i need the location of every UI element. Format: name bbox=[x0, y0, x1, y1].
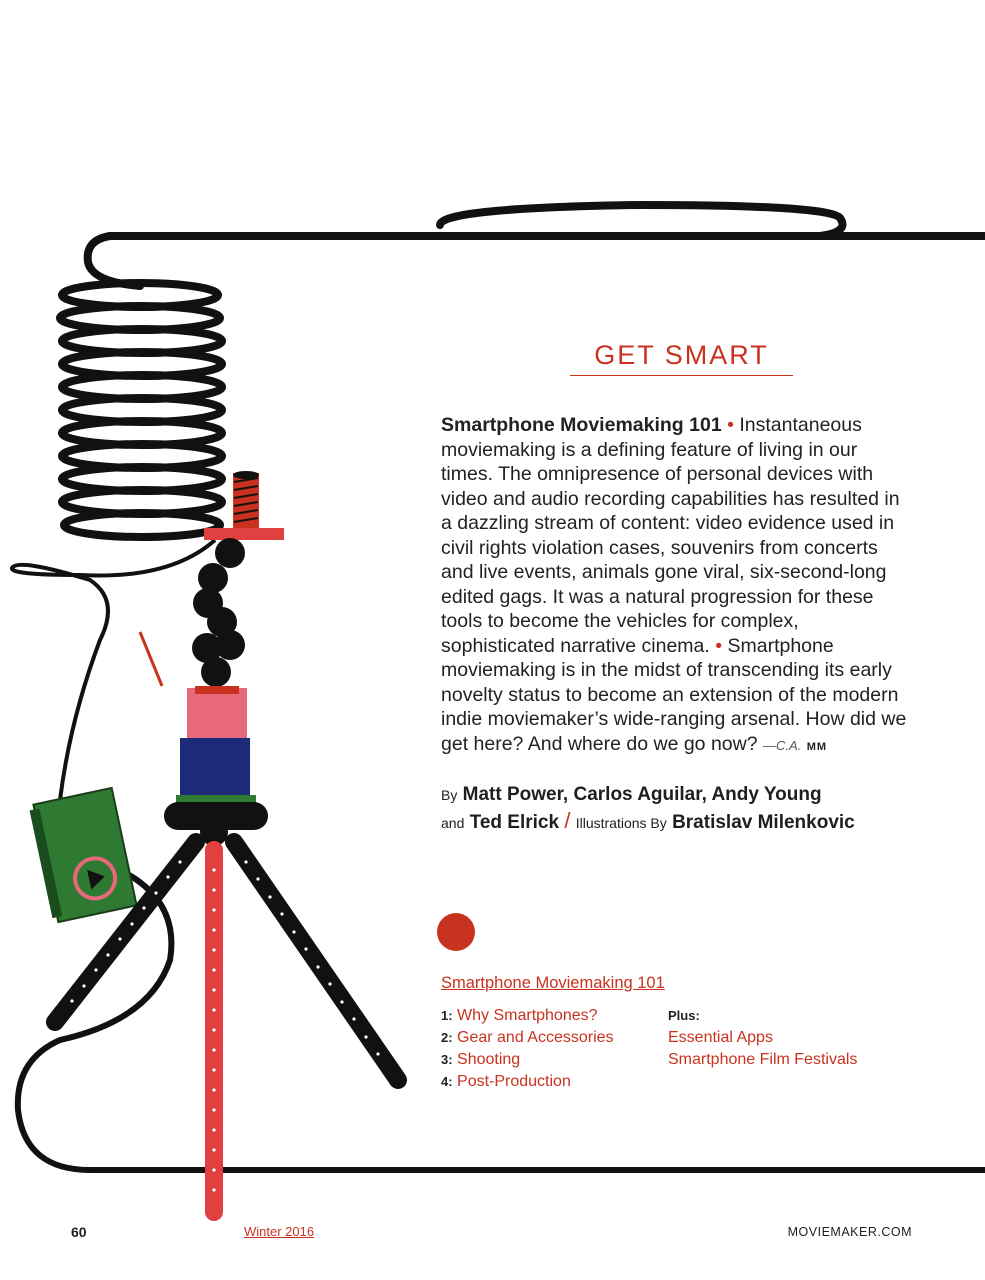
bullet-separator: • bbox=[727, 414, 734, 436]
cable-loop-top bbox=[440, 205, 985, 236]
red-tick bbox=[140, 632, 162, 686]
item-label: Why Smartphones? bbox=[457, 1007, 598, 1024]
site-url[interactable]: MOVIEMAKER.COM bbox=[787, 1225, 912, 1239]
byline-slash: / bbox=[564, 808, 571, 833]
pink-adapter bbox=[187, 688, 247, 740]
signature: —C.A. bbox=[762, 737, 802, 753]
phone-shape bbox=[29, 788, 137, 923]
intro-text-2: Smartphone moviemaking is in the midst of transcending its early novelty status to become an extension of the modern indie moviemaker’s wide-ranging arsenal. How did we get here? And where do we go now? bbox=[441, 634, 907, 755]
authors-line1: Matt Power, Carlos Aguilar, Andy Young bbox=[462, 784, 822, 805]
mic-plate bbox=[204, 528, 284, 540]
blue-body bbox=[180, 738, 250, 796]
item-label: Gear and Accessories bbox=[457, 1029, 614, 1046]
lead-title: Smartphone Moviemaking 101 bbox=[441, 414, 722, 436]
by-label: By bbox=[441, 787, 458, 803]
section-kicker: GET SMART bbox=[570, 340, 793, 376]
list-item[interactable] bbox=[441, 1005, 614, 1027]
cable-coil bbox=[60, 283, 222, 537]
issue-label[interactable]: Winter 2016 bbox=[244, 1224, 315, 1239]
end-mark: MM bbox=[806, 740, 828, 753]
list-item[interactable] bbox=[441, 1049, 614, 1071]
cable-top-line bbox=[88, 236, 985, 286]
list-item[interactable] bbox=[441, 1027, 614, 1049]
intro-text-1: Instantaneous moviemaking is a defining feature of living in our times. The omnipresence of personal devices with video and audio recording capabilities has resulted in a dazzling stream of content: video evidence used in civil rights violation cases, souvenirs from concerts and live events, animals gone viral, six-second-long edited gags. It was a natural progression for these tools to become the vehicles for complex, sophisticated narrative cinema. bbox=[441, 414, 900, 657]
and-label: and bbox=[441, 815, 465, 831]
author-last: Ted Elrick bbox=[469, 812, 560, 833]
ball-stack bbox=[192, 538, 245, 687]
byline bbox=[441, 782, 921, 836]
page-number: 60 bbox=[71, 1224, 87, 1240]
plus-label: Plus: bbox=[668, 1008, 700, 1023]
item-label: Post-Production bbox=[457, 1073, 571, 1090]
list-item[interactable] bbox=[441, 1071, 614, 1093]
item-number: 4: bbox=[441, 1074, 453, 1089]
illustrator: Bratislav Milenkovic bbox=[672, 812, 855, 833]
series-title[interactable]: Smartphone Moviemaking 101 bbox=[441, 974, 665, 992]
plus-item[interactable]: Smartphone Film Festivals bbox=[668, 1051, 858, 1068]
red-dot-decoration bbox=[437, 913, 475, 951]
bullet-separator-2: • bbox=[715, 634, 723, 657]
contents-list bbox=[441, 1005, 614, 1093]
item-label: Shooting bbox=[457, 1051, 521, 1068]
item-number: 3: bbox=[441, 1052, 453, 1067]
item-number: 2: bbox=[441, 1030, 453, 1045]
plus-item[interactable]: Essential Apps bbox=[668, 1029, 773, 1046]
item-number: 1: bbox=[441, 1008, 453, 1023]
illustrations-label: Illustrations By bbox=[575, 815, 667, 831]
intro-paragraph bbox=[441, 413, 911, 759]
plus-list bbox=[668, 1005, 857, 1071]
